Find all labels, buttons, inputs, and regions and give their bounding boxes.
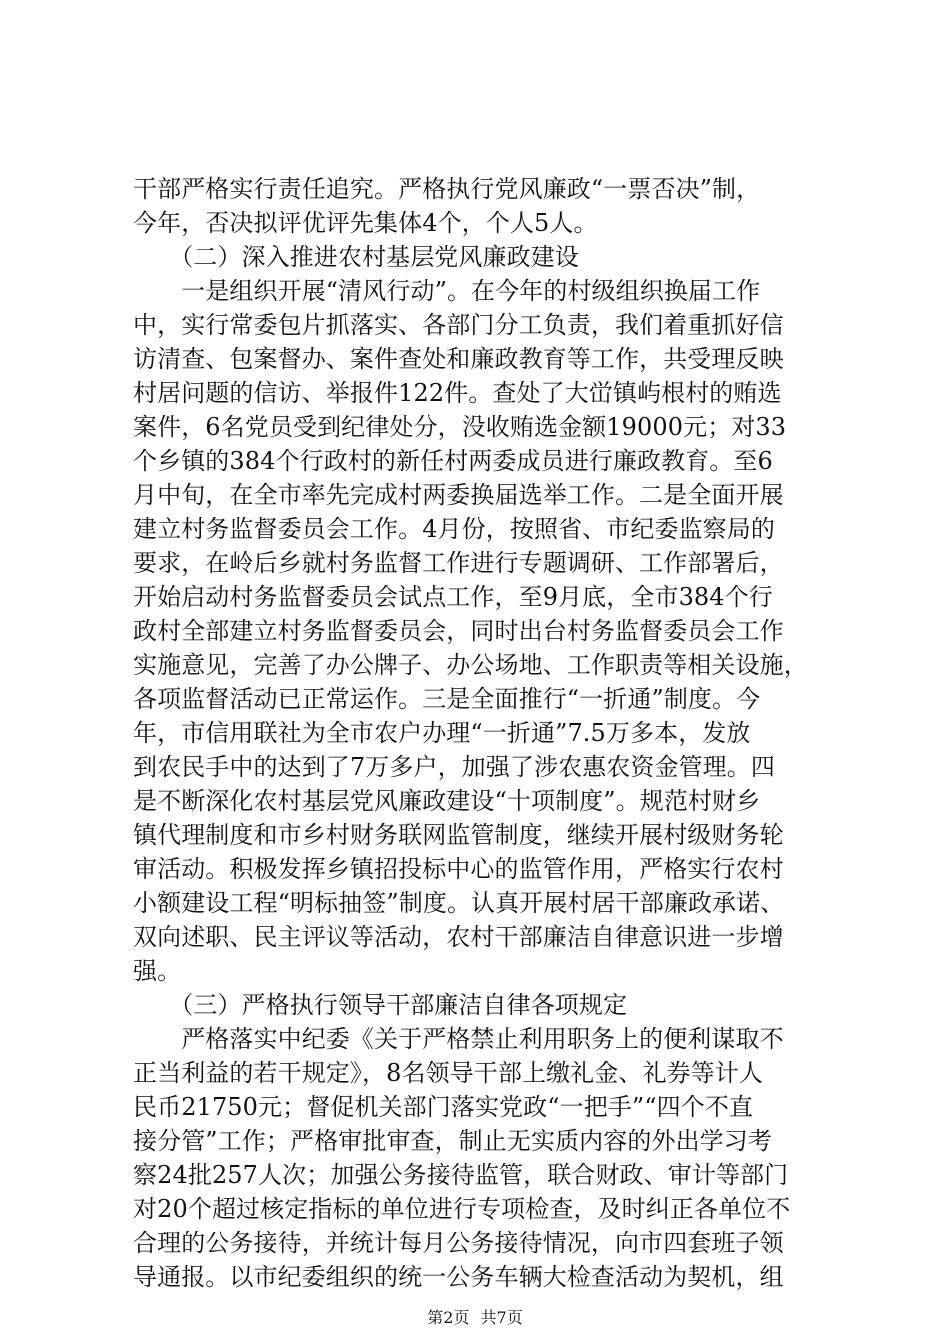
text-line: 建立村务监督委员会工作。4月份，按照省、市纪委监察局的 — [133, 515, 775, 543]
text-line: 中，实行常委包片抓落实、各部门分工负责，我们着重抓好信 — [133, 311, 784, 339]
text-line: 干部严格实行责任追究。严格执行党风廉政“一票否决”制， — [133, 175, 761, 203]
text-line: （二）深入推进农村基层党风廉政建设 — [133, 243, 579, 271]
text-line: 实施意见，完善了办公牌子、办公场地、工作职责等相关设施， — [133, 651, 808, 679]
text-line: 个乡镇的384个行政村的新任村两委成员进行廉政教育。至6 — [133, 447, 773, 475]
text-line: 接分管”工作；严格审批审查，制止无实质内容的外出学习考 — [133, 1127, 772, 1155]
text-line: 月中旬，在全市率先完成村两委换届选举工作。二是全面开展 — [133, 481, 784, 509]
document-body — [133, 172, 828, 1294]
text-line: 案件，6名党员受到纪律处分，没收贿选金额19000元；对33 — [133, 413, 787, 441]
text-line: 今年，否决拟评优评先集体4个，个人5人。 — [133, 209, 598, 237]
text-line: 政村全部建立村务监督委员会，同时出台村务监督委员会工作 — [133, 617, 784, 645]
text-line: 年，市信用联社为全市农户办理“一折通”7.5万多本，发放 — [133, 719, 751, 747]
text-line: 审活动。积极发挥乡镇招投标中心的监管作用，严格实行农村 — [133, 855, 784, 883]
text-line: 小额建设工程“明标抽签”制度。认真开展村居干部廉政承诺、 — [133, 889, 785, 917]
text-line: 双向述职、民主评议等活动，农村干部廉洁自律意识进一步增 — [133, 923, 784, 951]
text-line: 镇代理制度和市乡村财务联网监管制度，继续开展村级财务轮 — [133, 821, 784, 849]
text-line: 对20个超过核定指标的单位进行专项检查，及时纠正各单位不 — [133, 1195, 791, 1223]
page-number: 第2页 — [427, 1308, 470, 1327]
page-footer — [0, 1308, 950, 1328]
text-line: 访清查、包案督办、案件查处和廉政教育等工作，共受理反映 — [133, 345, 784, 373]
text-line: （三）严格执行领导干部廉洁自律各项规定 — [133, 991, 628, 1019]
text-line: 到农民手中的达到了7万多户，加强了涉农惠农资金管理。四 — [133, 753, 775, 781]
text-line: 合理的公务接待，并统计每月公务接待情况，向市四套班子领 — [133, 1229, 784, 1257]
text-line: 察24批257人次；加强公务接待监管，联合财政、审计等部门 — [133, 1161, 789, 1189]
text-line: 一是组织开展“清风行动”。在今年的村级组织换届工作 — [133, 277, 761, 305]
text-line: 民币21750元；督促机关部门落实党政“一把手”“四个不直 — [133, 1093, 754, 1121]
text-line: 正当利益的若干规定》，8名领导干部上缴礼金、礼券等计人 — [133, 1059, 763, 1087]
text-line: 要求，在岭后乡就村务监督工作进行专题调研、工作部署后， — [133, 549, 784, 577]
text-line: 是不断深化农村基层党风廉政建设“十项制度”。规范村财乡 — [133, 787, 761, 815]
page-total: 共7页 — [480, 1308, 523, 1327]
text-line: 导通报。以市纪委组织的统一公务车辆大检查活动为契机，组 — [133, 1263, 784, 1291]
text-line: 严格落实中纪委《关于严格禁止利用职务上的便利谋取不 — [133, 1025, 784, 1053]
text-line: 各项监督活动已正常运作。三是全面推行“一折通”制度。今 — [133, 685, 761, 713]
text-line: 强。 — [133, 957, 182, 985]
text-line: 村居问题的信访、举报件122件。查处了大峃镇屿根村的贿选 — [133, 379, 782, 407]
text-line: 开始启动村务监督委员会试点工作，至9月底，全市384个行 — [133, 583, 773, 611]
